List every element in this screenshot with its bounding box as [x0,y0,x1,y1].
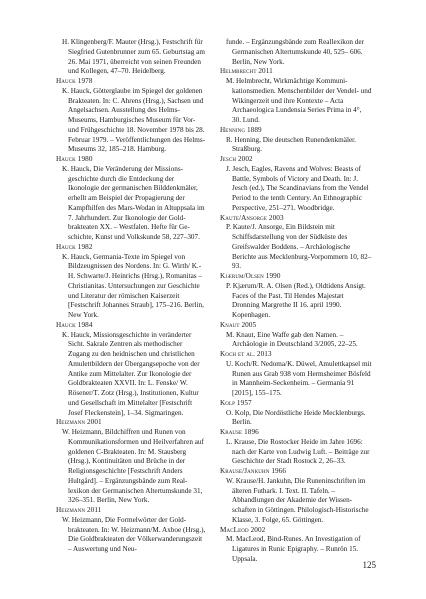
entry-key: Heizmann 2011 [56,506,102,514]
entry-key: Kaute/Ansorge 2003 [220,213,284,222]
entry-key: Henning 1889 [220,125,262,134]
entry-key: Jesch 2002 [220,155,253,163]
bibliography-entry [220,155,372,214]
entry-text: O. Kolp, Die Nordöstliche Heide Mecklenburgs. Berlin. [226,408,366,427]
bibliography-entry [56,38,206,77]
bibliography-entry [220,38,372,67]
bibliography-entry [220,467,372,526]
entry-text: K. Hauck, Germania-Texte im Spiegel von Bildzeugnissen des Nordens. In: G. Wirth/ K.-H. Schwarte/J. Heinrichs (Hrsg.), Romanitas – Christianitas. Untersuchungen zur Geschichte und Literatur der römischen Kaiserzeit [Festschrift Johannes Straub], 175–216. Berlin, New York. [62,252,204,319]
entry-text: M. Helmbrecht, Wirkmächtige Kommunikationsmedien. Menschenbilder der Vendel- und Wikingerzeit und ihre Kontexte – Acta Archaeologica Lundensia Series Prima in 4°, 30. Lund. [226,77,372,124]
bibliography-entry [220,126,372,155]
entry-text: L. Krause, Die Rostocker Heide im Jahre 1696: nach der Karte von Ludwig Luft. – Beiträge zur Geschichte der Stadt Rostock 2, 26–33. [226,437,370,466]
bibliography-entry [56,155,206,243]
entry-key: Kolp 1957 [220,398,252,407]
right-column [220,38,372,565]
bibliography-entry [56,243,206,321]
bibliography-entry [220,399,372,428]
bibliography-entry [220,272,372,321]
entry-key: Krause/Jankuhn 1966 [220,467,287,475]
entry-key: Hauck 1984 [56,320,93,329]
left-column [56,38,206,555]
entry-text: M. Knaut, Eine Waffe gab den Namen. – Archäologie in Deutschland 3/2005, 22–25. [226,330,358,349]
bibliography-entry [220,67,372,126]
entry-key: Koch et al. 2013 [220,350,272,358]
entry-key: Hauck 1982 [56,242,93,251]
entry-key: Hauck 1978 [56,77,93,85]
entry-text: K. Hauck, Die Veränderung der Missionsgeschichte durch die Entdeckung der Ikonologie der germanischen Bilddenkmäler, erhellt am Beispiel der Propagierung der Kampfhilfen des Mars-Wodan in Altuppsala im 7. Jahrhundert. Zur Ikonologie der Goldbrakteaten XX. – Westfalen. Hefte für Geschichte, Kunst und Volkskunde 58, 227–307. [62,164,205,241]
entry-text: K. Hauck, Missionsgeschichte in veränderter Sicht. Sakrale Zentren als methodischer Zugang zu den heidnischen und christlichen Amulettbildern der Übergangsepoche von der Antike zum Mittelalter. Zur Ikonologie der Goldbrakteaten XXVII. In: L. Fenske/ W. Rösener/T. Zotz (Hrsg.), Institutionen, Kultur und Gesellschaft im Mittelalter [Festschrift Josef Fleckenstein], 1–34. Sigmaringen. [62,330,200,417]
bibliography-entry [56,321,206,419]
entry-text: W. Heizmann, Bildchiffren und Runen von Kommunikationsformen und Heilverfahren auf goldenen C-Brakteaten. In: M. Stausberg (Hrsg.), Kontinuitäten und Brüche in der Religionsgeschichte [Festschrift Anders Hultgård]. – Ergänzungsbände zum Reallexikon der Germanischen Altertumskunde 31, 326–351. Berlin, New York. [62,428,204,505]
entry-text: funde. – Ergänzungsbände zum Reallexikon der Germanischen Altertumskunde 40, 525– 606. Berlin, New York. [226,38,364,66]
entry-text: K. Hauck, Götterglaube im Spiegel der goldenen Brakteaten. In: C. Ahrens (Hrsg.), Sachsen und Angelsachsen. Ausstellung des Helms-Museums, Hamburgisches Museum für Vor- und Frühgeschichte 18. November 1978 bis 28. Februar 1979. – Veröffentlichungen des Helms-Museums 32, 185–218. Hamburg. [62,86,206,154]
bibliography-entry [56,506,206,555]
page-number: 125 [362,560,376,570]
entry-key: Heizmann 2001 [56,418,102,427]
entry-text: W. Heizmann, Die Formelwörter der Goldbrakteaten. In: W. Heizmann/M. Axboe (Hrsg.), Die Goldbrakteaten der Völkerwanderungszeit – Auswertung und Neu- [62,515,206,553]
entry-key: Kjærum/Olsen 1990 [220,272,281,280]
entry-text: R. Henning, Die deutschen Runendenkmäler. Straßburg. [226,135,356,154]
entry-text: M. MacLeod, Bind-Runes. An Investigation of Ligatures in Runic Epigraphy. – Runrön 15. Uppsala. [226,535,361,563]
entry-text: H. Klingenberg/F. Mauter (Hrsg.), Festschrift für Siegfried Gutenbrunner zum 65. Geburtstag am 26. Mai 1971, überreicht von seinen Freunden und Kollegen, 47–70. Heidelberg. [62,38,205,76]
entry-text: J. Jesch, Eagles, Ravens and Wolves: Beasts of Battle, Symbols of Victory and Death. In: J. Jesch (ed.), The Scandinavians from the Vendel Period to the tenth Century. An Ethnographic Perspective, 251–271. Woodbridge. [226,164,369,212]
bibliography-entry [56,418,206,506]
entry-key: Knaut 2005 [220,320,257,329]
entry-text: P. Kaute/J. Ansorge, Ein Bildstein mit Schiffsdarstellung von der Südküste des Greifswalder Boddens. – Archäologische Berichte aus Mecklenburg-Vorpommern 10, 82–93. [226,223,372,271]
entry-key: Helmbrecht 2011 [220,67,273,76]
entry-key: Krause 1896 [220,428,259,436]
bibliography-entry [220,526,372,565]
bibliography-entry [56,77,206,155]
entry-text: U. Koch/R. Nedoma/K. Düwel, Amulettkapsel mit Runen aus Grab 938 vom Hermsheimer Bösfeld in Mannheim-Seckenheim. – Germania 91 [2015], 155–175. [226,359,372,397]
bibliography-entry [220,214,372,273]
entry-text: P. Kjærum/R. A. Olsen (Red.), Oldtidens Ansigt. Faces of the Past. Til Hendes Majestæt Dronning Margrethe II 16. april 1990. Kopenhagen. [226,281,366,319]
entry-text: W. Krause/H. Jankuhn, Die Runeninschriften im älteren Futhark. I. Text. II. Tafeln. – Abhandlungen der Akademie der Wissenschaften in Göttingen. Philologisch-Historische Klasse, 3. Folge, 65. Göttingen. [226,476,369,524]
entry-key: MacLeod 2002 [220,525,266,534]
bibliography-entry [220,350,372,399]
bibliography-entry [220,428,372,467]
entry-key: Hauck 1980 [56,155,93,163]
bibliography-entry [220,321,372,350]
